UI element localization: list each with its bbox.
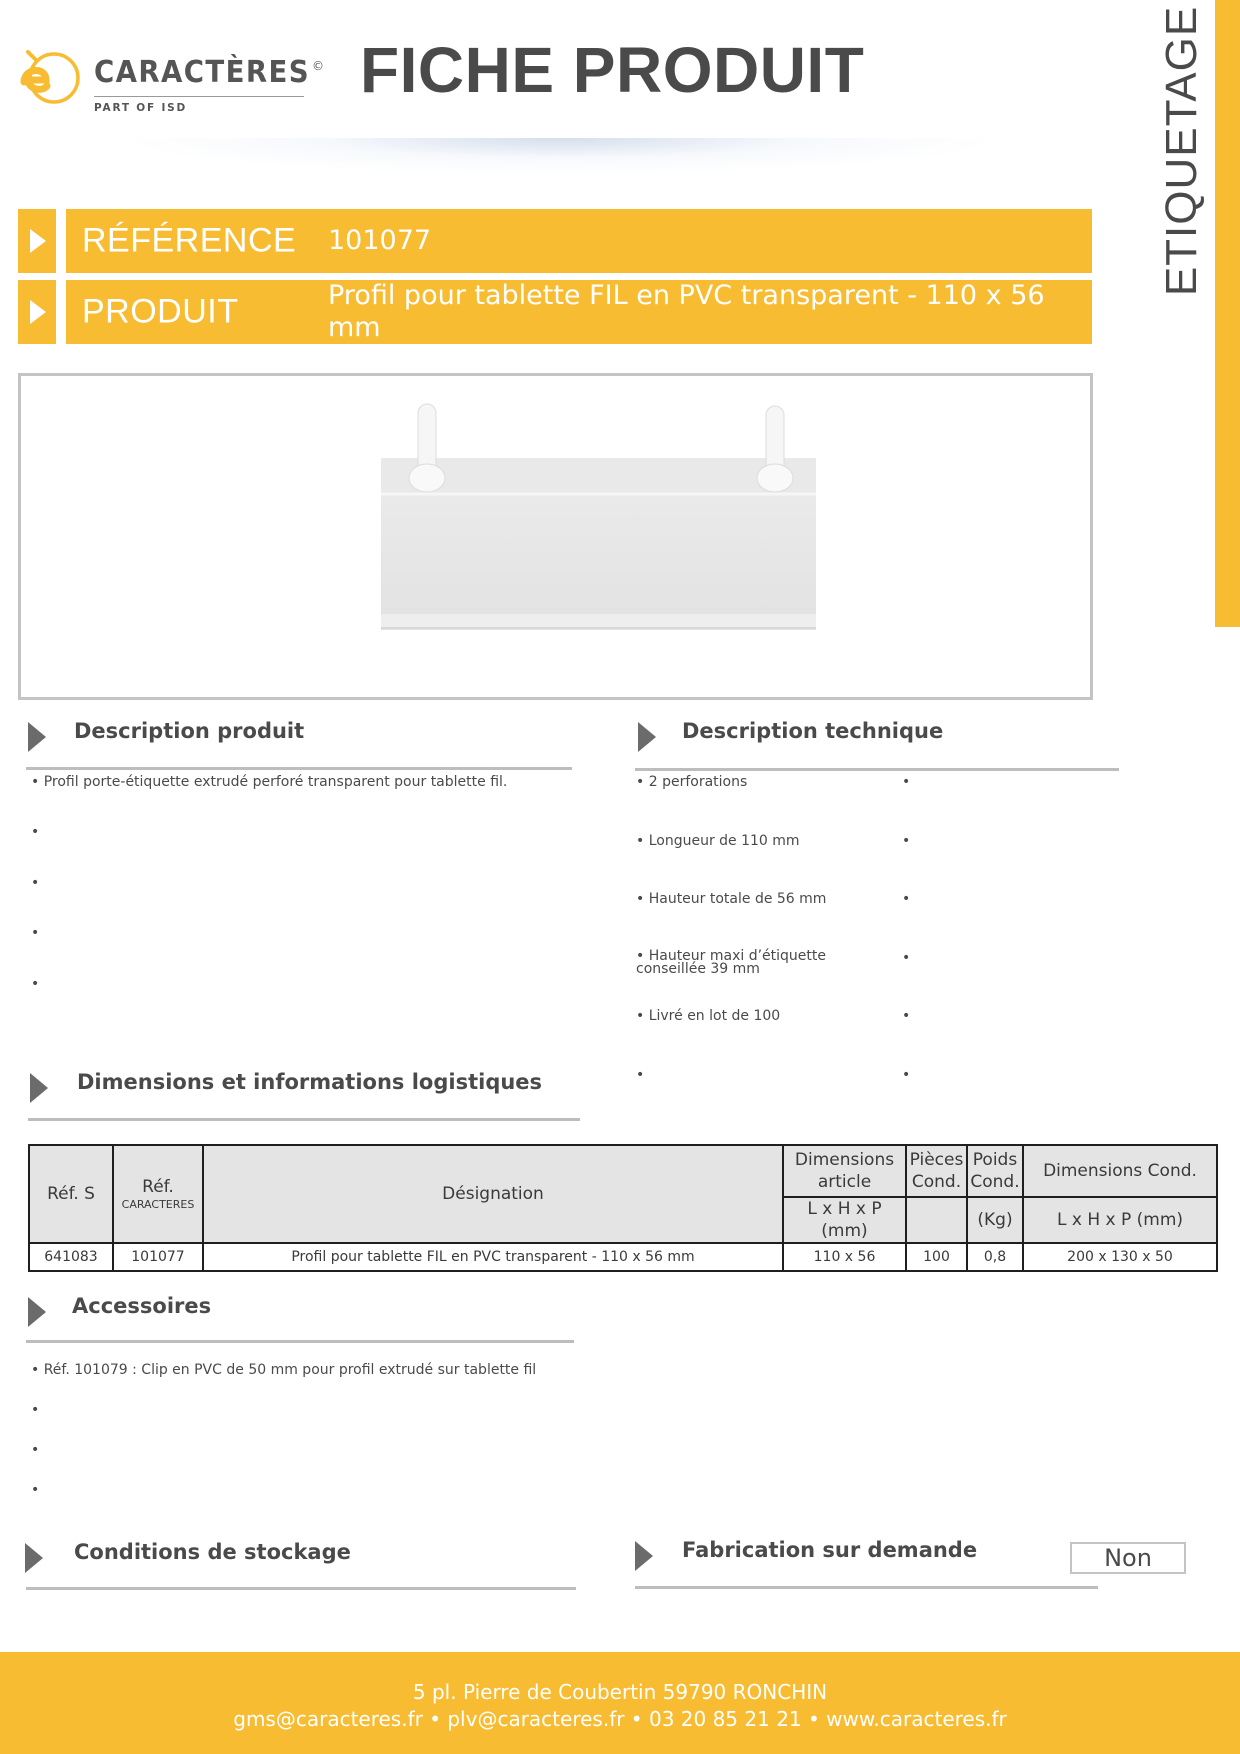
section-title: Fabrication sur demande (682, 1538, 978, 1562)
header-pieces: Pièces Cond. (906, 1145, 967, 1197)
reference-arrow-box (18, 209, 56, 273)
section-divider (26, 1587, 576, 1590)
section-divider (635, 1586, 1098, 1589)
section-title: Description produit (74, 719, 305, 743)
logo-underline (94, 96, 304, 97)
technique-item: • Longueur de 110 mm (636, 833, 800, 849)
section-arrow-icon (28, 722, 46, 752)
product-image (356, 396, 826, 646)
cell-designation: Profil pour tablette FIL en PVC transparent - 110 x 56 mm (203, 1243, 783, 1271)
technique-item: • 2 perforations (636, 774, 748, 790)
header-shadow-decoration (120, 138, 1000, 198)
section-title: Dimensions et informations logistiques (77, 1070, 543, 1094)
header-dim-cond: Dimensions Cond. (1023, 1145, 1217, 1197)
section-divider (635, 768, 1119, 771)
product-label: PRODUIT (82, 292, 239, 331)
cell-ref-s: 641083 (29, 1243, 113, 1271)
technique-item: • (636, 1067, 645, 1083)
header-poids: Poids Cond. (967, 1145, 1023, 1197)
logo-wordmark: CARACTÈRES (94, 55, 310, 90)
section-title: Conditions de stockage (74, 1540, 351, 1564)
product-value: Profil pour tablette FIL en PVC transparent - 110 x 56 mm (328, 280, 1045, 343)
section-arrow-icon (30, 1073, 48, 1103)
section-arrow-icon (25, 1543, 43, 1573)
category-label-text: ETIQUETAGE (1157, 5, 1206, 297)
header-ref-caracteres-line1: Réf. (142, 1177, 174, 1197)
header-ref-caracteres (113, 1145, 203, 1243)
category-label (1154, 5, 1210, 297)
technique-item-2: • (902, 950, 911, 966)
reference-value: 101077 (328, 225, 432, 256)
section-title: Accessoires (72, 1294, 212, 1318)
header-dim-cond-unit: L x H x P (mm) (1023, 1197, 1217, 1243)
header-dim-article: Dimensions article (783, 1145, 906, 1197)
description-item: • (31, 824, 40, 840)
fabrication-value: Non (1070, 1542, 1186, 1574)
accessory-item: • Réf. 101079 : Clip en PVC de 50 mm pour profil extrudé sur tablette fil (31, 1362, 537, 1378)
description-item: • (31, 976, 40, 992)
page-title: FICHE PRODUIT (360, 34, 865, 106)
section-arrow-icon (635, 1541, 653, 1571)
cell-pieces: 100 (906, 1243, 967, 1271)
section-divider (28, 1118, 580, 1121)
footer-address: 5 pl. Pierre de Coubertin 59790 RONCHIN (412, 1680, 828, 1704)
product-bar (18, 280, 1094, 344)
technique-item-2: • (902, 891, 911, 907)
technique-item: • Hauteur maxi d’étiquette conseillée 39 mm (636, 948, 827, 977)
table-row (29, 1243, 1217, 1271)
technique-item-2: • (902, 1008, 911, 1024)
cell-dim-article: 110 x 56 (783, 1243, 906, 1271)
section-arrow-icon (28, 1297, 46, 1327)
reference-label: RÉFÉRENCE (82, 221, 297, 260)
reference-bar (18, 209, 1094, 273)
technique-item-2: • (902, 833, 911, 849)
technique-item: • Hauteur totale de 56 mm (636, 891, 827, 907)
section-divider (26, 1340, 574, 1343)
reference-bar-main (66, 209, 1092, 273)
technique-item: • Livré en lot de 100 (636, 1008, 781, 1024)
description-item: • Profil porte-étiquette extrudé perforé transparent pour tablette fil. (31, 774, 508, 790)
header-ref-s: Réf. S (29, 1145, 113, 1243)
logo-e-icon (16, 46, 82, 106)
logo-tagline: PART OF ISD (94, 102, 188, 114)
product-arrow-box (18, 280, 56, 344)
brand-logo (16, 46, 326, 116)
header-dim-article-unit: L x H x P (mm) (783, 1197, 906, 1243)
section-divider (26, 767, 572, 770)
cell-poids: 0,8 (967, 1243, 1023, 1271)
footer (0, 1652, 1240, 1754)
technique-item-2: • (902, 774, 911, 790)
accessory-item: • (31, 1482, 40, 1498)
product-image-frame (18, 373, 1093, 700)
logistics-table (28, 1144, 1218, 1272)
product-bar-main (66, 280, 1092, 344)
footer-contact: gms@caracteres.fr • plv@caracteres.fr • 03 20 85 21 21 • www.caracteres.fr (233, 1707, 1007, 1731)
header-ref-caracteres-line2: CARACTERES (121, 1198, 195, 1211)
category-accent-bar (1215, 0, 1240, 627)
accessory-item: • (31, 1402, 40, 1418)
description-item: • (31, 875, 40, 891)
header-pieces-unit (906, 1197, 967, 1243)
section-arrow-icon (638, 722, 656, 752)
section-title: Description technique (682, 719, 944, 743)
cell-ref-caracteres: 101077 (113, 1243, 203, 1271)
header-poids-unit: (Kg) (967, 1197, 1023, 1243)
header-designation: Désignation (203, 1145, 783, 1243)
description-item: • (31, 925, 40, 941)
copyright-mark: © (312, 59, 324, 73)
play-arrow-icon (30, 300, 46, 324)
play-arrow-icon (30, 229, 46, 253)
cell-dim-cond: 200 x 130 x 50 (1023, 1243, 1217, 1271)
accessory-item: • (31, 1442, 40, 1458)
technique-item-2: • (902, 1067, 911, 1083)
